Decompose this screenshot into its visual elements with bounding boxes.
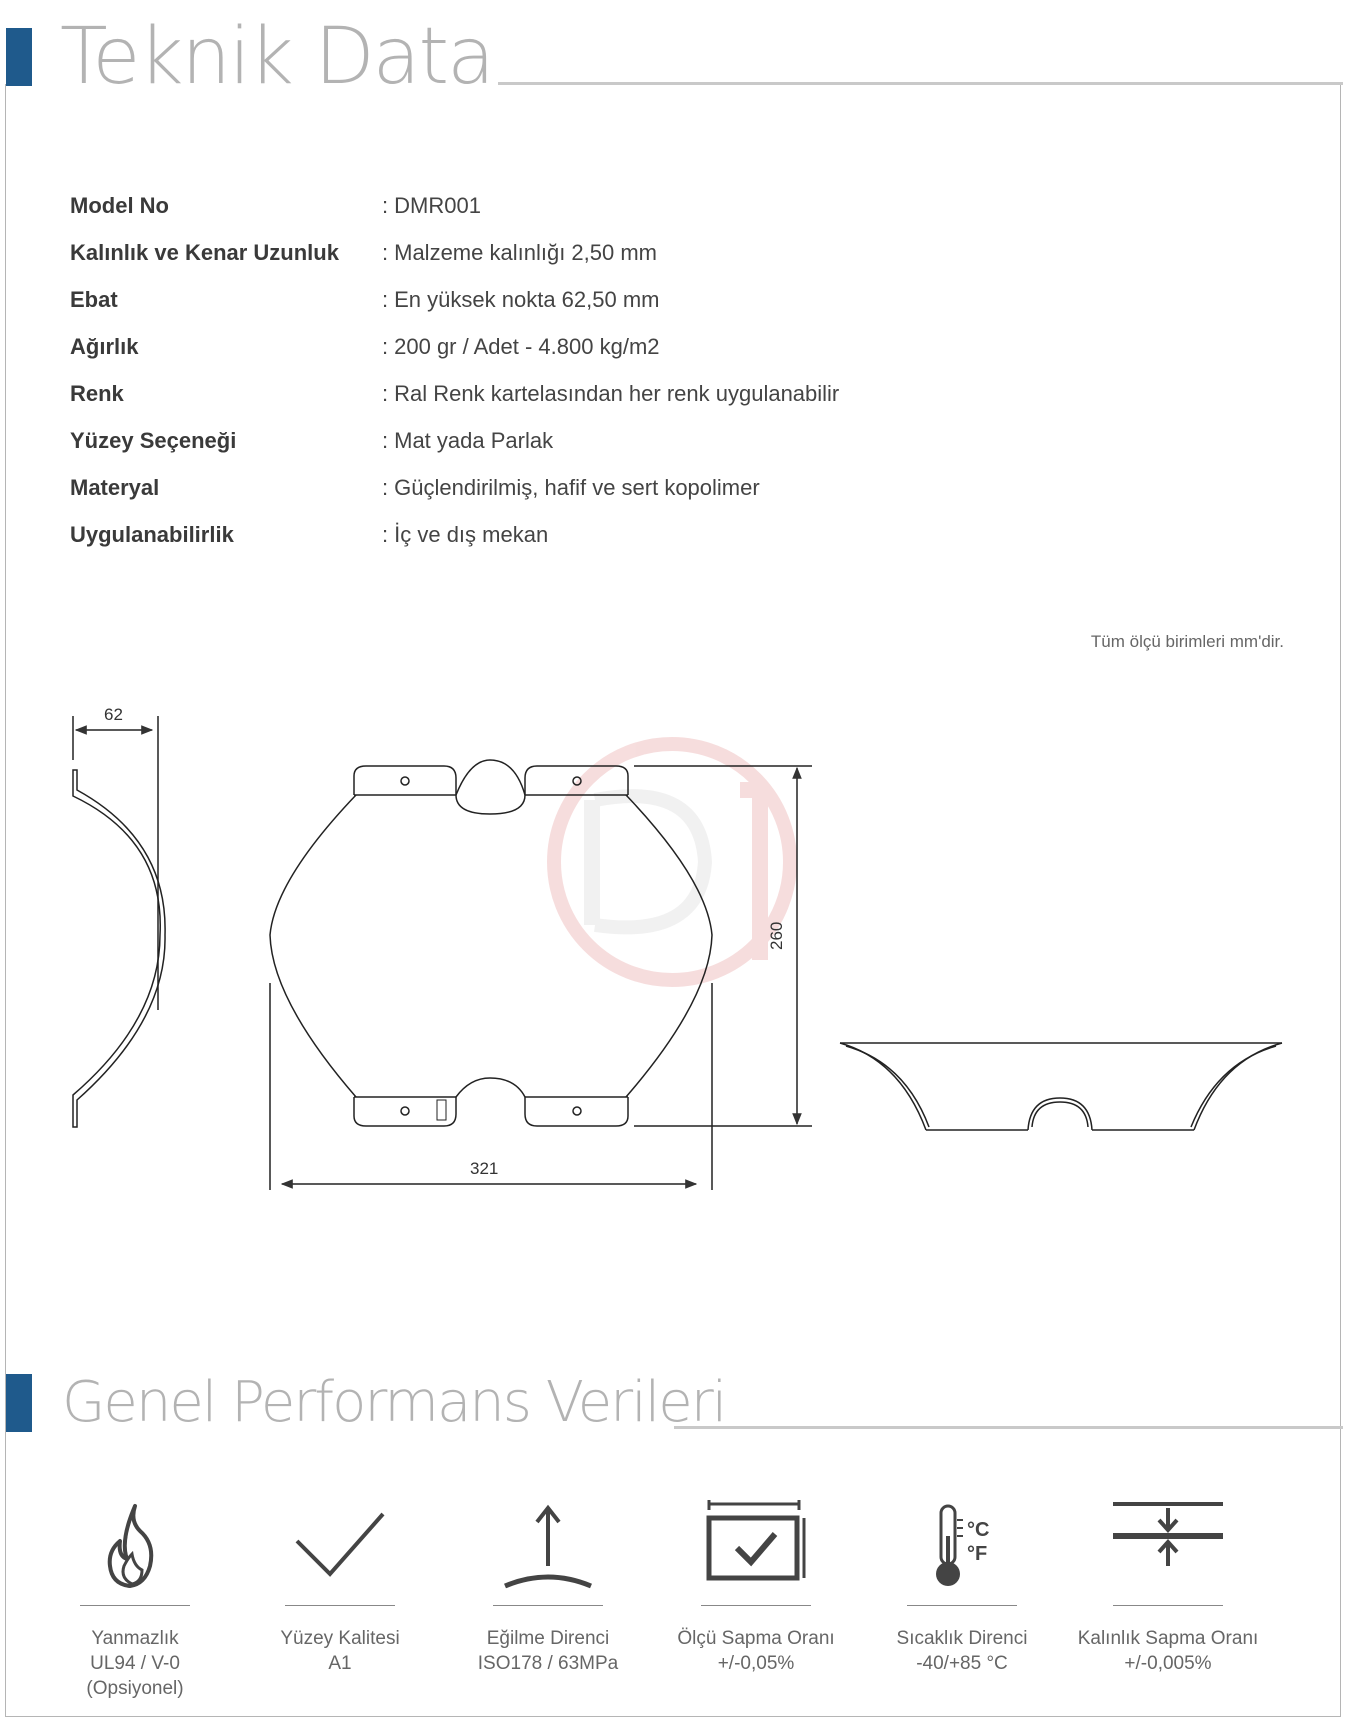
perf-item-bend [450,1496,646,1676]
perf-item-thickness [1070,1496,1266,1676]
spec-label: Yüzey Seçeneği [70,428,237,453]
spec-value-text: En yüksek nokta 62,50 mm [394,287,660,312]
perf-item-temperature [864,1496,1060,1676]
bend-arrow-icon [493,1496,603,1596]
spec-colon: : [382,287,389,312]
spec-label: Materyal [70,475,160,500]
spec-value-text: 200 gr / Adet - 4.800 kg/m2 [394,334,660,359]
spec-label: Renk [70,381,124,406]
spec-colon: : [382,381,389,406]
thickness-icon [1113,1496,1223,1596]
units-note: Tüm ölçü birimleri mm'dir. [1090,632,1284,651]
spec-value-text: Ral Renk kartelasından her renk uygulanabilir [394,381,840,406]
perf-item-flame [37,1496,233,1701]
perf-item-measure [658,1496,854,1676]
perf-divider [80,1605,190,1606]
spec-label: Uygulanabilirlik [70,522,234,547]
dim-depth-label: 62 [104,705,123,724]
spec-label: Ağırlık [70,334,139,359]
spec-value-text: Mat yada Parlak [394,428,554,453]
side-profile-view [73,716,165,1127]
thermo-f-label: °F [967,1543,988,1565]
spec-colon: : [382,475,389,500]
spec-colon: : [382,334,389,359]
dim-width-label: 321 [470,1159,499,1178]
dim-height-label: 260 [767,921,786,950]
spec-colon: : [382,193,389,218]
watermark-logo [554,744,790,980]
spec-value-text: Malzeme kalınlığı 2,50 mm [394,240,657,265]
perf-label: Sıcaklık Direnci -40/+85 °C [896,1628,1028,1674]
thermometer-icon [907,1496,1017,1596]
spec-colon: : [382,240,389,265]
thermo-c-label: °C [967,1519,990,1541]
performance-title: Genel Performans Verileri [62,1370,726,1435]
front-view [270,760,812,1190]
checkmark-icon [285,1496,395,1596]
perf-label: Ölçü Sapma Oranı +/-0,05% [677,1628,835,1674]
page-title: Teknik Data [60,12,493,102]
spec-label: Kalınlık ve Kenar Uzunluk [70,240,339,265]
spec-colon: : [382,522,389,547]
perf-label: Eğilme Direnci ISO178 / 63MPa [477,1628,619,1674]
performance-accent-bar [6,1374,32,1432]
flame-icon [80,1496,190,1596]
perf-divider [285,1605,395,1606]
perf-divider [493,1605,603,1606]
spec-label: Model No [70,193,169,218]
spec-value-text: İç ve dış mekan [394,522,549,547]
spec-value-text: Güçlendirilmiş, hafif ve sert kopolimer [394,475,760,500]
spec-label: Ebat [70,287,118,312]
perf-item-surface [242,1496,438,1676]
top-view [840,1043,1282,1130]
perf-label: Kalınlık Sapma Oranı +/-0,005% [1077,1628,1259,1674]
spec-value-text: DMR001 [394,193,481,218]
perf-label: Yanmazlık UL94 / V-0 (Opsiyonel) [86,1628,184,1699]
measure-check-icon [701,1496,811,1596]
perf-divider [1113,1605,1223,1606]
spec-colon: : [382,428,389,453]
perf-divider [907,1605,1017,1606]
perf-label: Yüzey Kalitesi A1 [280,1628,400,1674]
perf-divider [701,1605,811,1606]
